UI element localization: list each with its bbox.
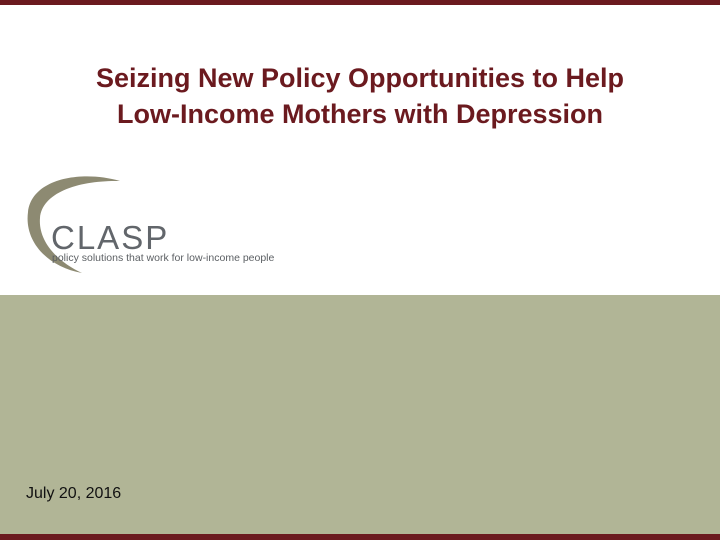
title-line-2: Low-Income Mothers with Depression	[116, 99, 604, 129]
slide-title	[20, 60, 700, 132]
top-rule	[0, 0, 720, 5]
bottom-rule	[0, 534, 720, 540]
title-line-1: Seizing New Policy Opportunities to Help	[95, 63, 625, 93]
logo-tagline: policy solutions that work for low-income people	[52, 252, 275, 264]
logo-wordmark: CLASP	[51, 219, 170, 256]
presentation-date: July 20, 2016	[26, 485, 122, 502]
clasp-logo	[22, 172, 292, 277]
